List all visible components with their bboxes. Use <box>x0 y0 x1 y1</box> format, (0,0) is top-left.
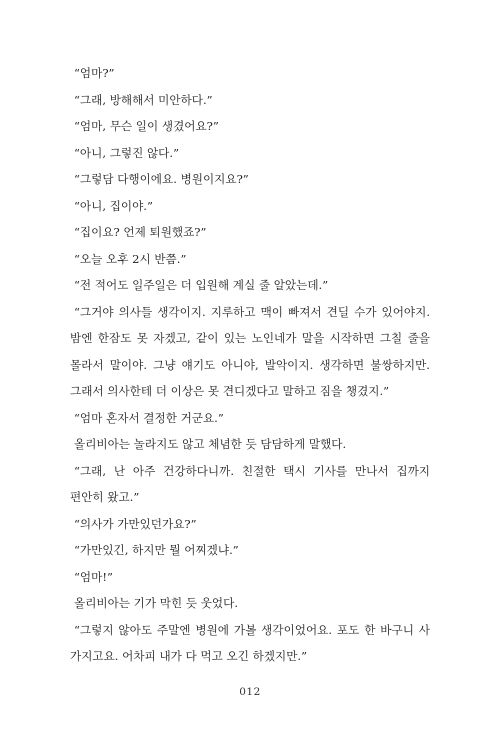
paragraph: “그렇담 다행이에요. 병원이지요?” <box>74 172 249 186</box>
paragraph: “가만있긴, 하지만 뭘 어찌겠냐.” <box>74 543 239 557</box>
paragraph: “엄마, 무슨 일이 생겼어요?” <box>74 119 219 133</box>
paragraph: “오늘 오후 2시 반쯤.” <box>74 251 187 266</box>
paragraph: “전 적어도 일주일은 더 입원해 계실 줄 알았는데.” <box>74 278 329 292</box>
paragraph: “그래, 난 아주 건강하다니까. 친절한 택시 기사를 만나서 집까지 편안히 왔고.” <box>70 463 430 504</box>
paragraph: “집이요? 언제 퇴원했죠?” <box>74 225 207 239</box>
paragraph: 올리비아는 기가 막힌 듯 웃었다. <box>74 596 239 610</box>
body-text <box>70 60 430 670</box>
paragraph: “아니, 집이야.” <box>74 198 153 213</box>
paragraph: “엄마!” <box>74 569 113 584</box>
paragraph: “그거야 의사들 생각이지. 지루하고 맥이 빠져서 견딜 수가 있어야지. 밤엔 한잠도 못 자겠고, 같이 있는 노인네가 말을 시작하면 그칠 줄을 몰라서 말이야. 그냥 얘기도 아니야, 발악이지. 생각하면 불쌍하지만. 그래서 의사한테 더 이상은 못 견디겠다고 말하고 짐을 챙겼지.” <box>70 304 430 398</box>
paragraph: “그렇지 않아도 주말엔 병원에 가볼 생각이었어요. 포도 한 바구니 사 가지고요. 어차피 내가 다 먹고 오긴 하겠지만.” <box>70 622 430 663</box>
paragraph: “엄마?” <box>74 66 115 80</box>
paragraph: 올리비아는 놀라지도 않고 체념한 듯 담담하게 말했다. <box>74 437 347 451</box>
paragraph: “아니, 그렇진 않다.” <box>74 145 179 160</box>
paragraph: “엄마 혼자서 결정한 거군요.” <box>74 410 224 425</box>
paragraph: “그래, 방해해서 미안하다.” <box>74 92 213 107</box>
page-number: 012 <box>239 686 261 698</box>
paragraph: “의사가 가만있던가요?” <box>74 516 197 531</box>
